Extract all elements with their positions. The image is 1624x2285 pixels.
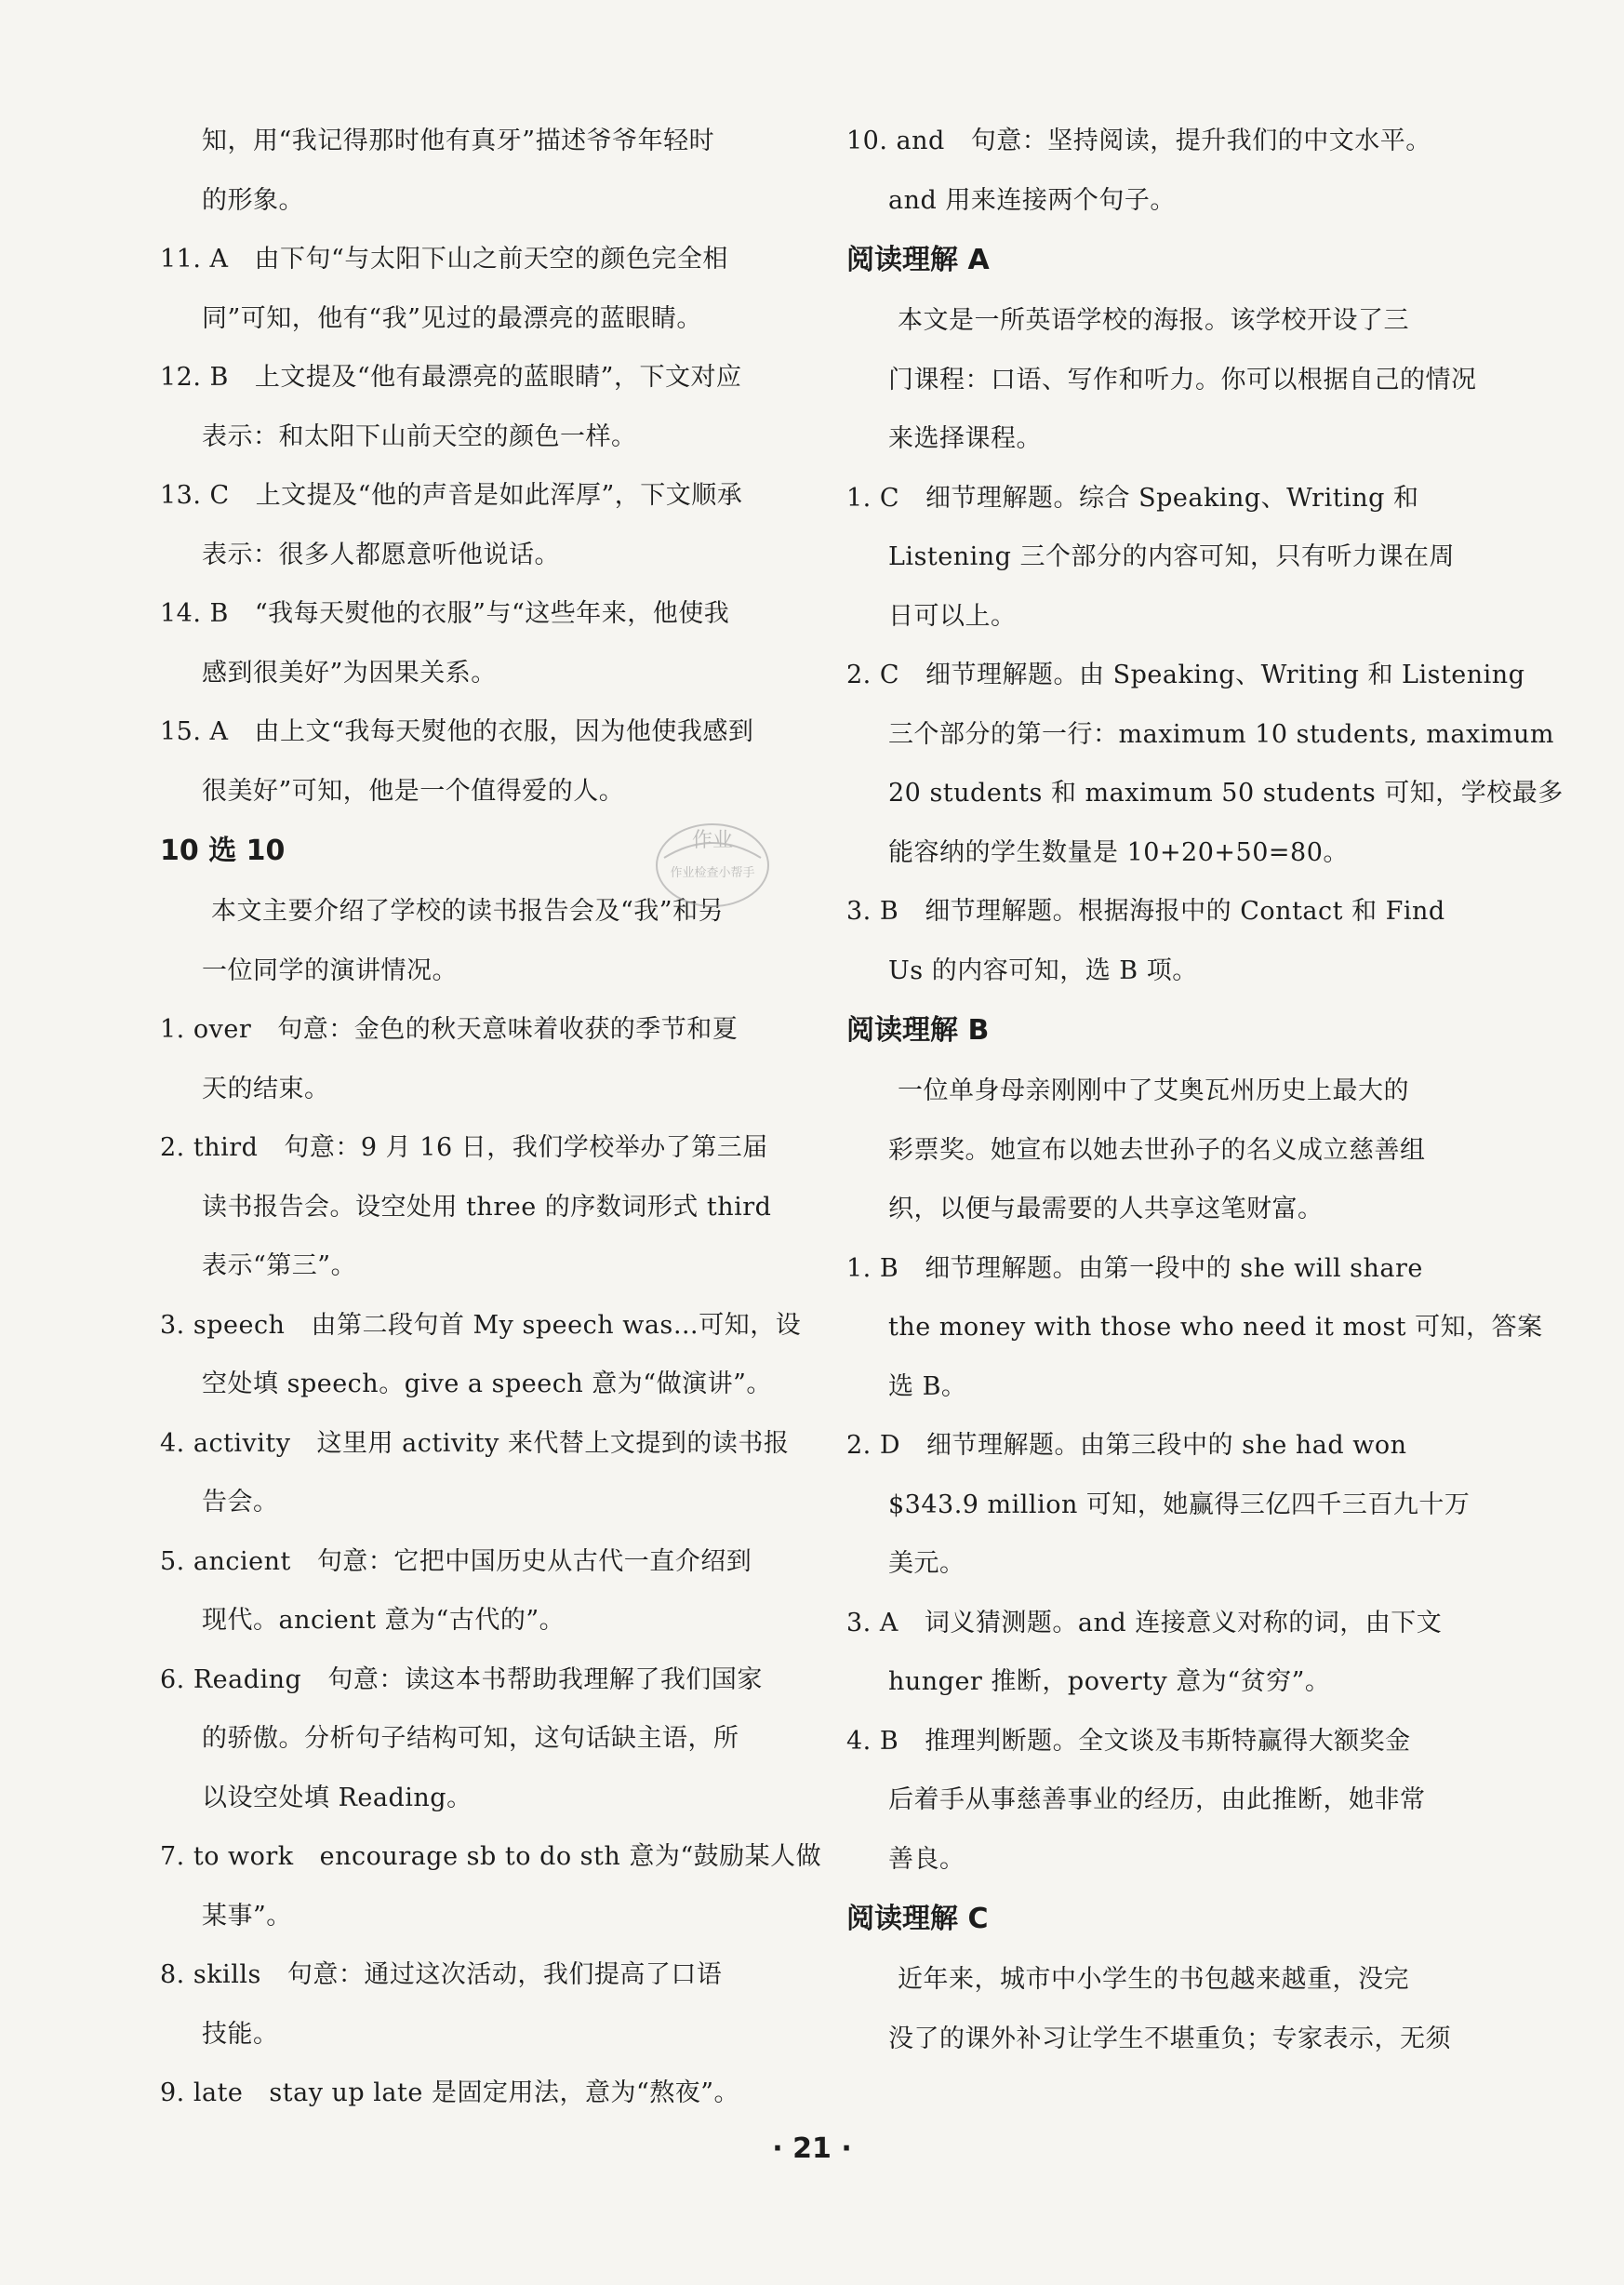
answer-explanation: 由上文“我每天熨他的衣服，因为他使我感到 [254,717,754,746]
answer-explanation: 句意：金色的秋天意味着收获的季节和夏 [277,1015,739,1044]
text-line: 能容纳的学生数量是 10+20+50=80。 [888,837,1349,867]
text-line: 告会。 [202,1488,279,1517]
summary-paragraph-start: 近年来，城市中小学生的书包越来越重，没完 [898,1965,1409,1994]
text-line: 20 students 和 maximum 50 students 可知，学校最多 [888,779,1564,808]
text-line: 表示“第三”。 [202,1251,357,1280]
section-heading: 阅读理解 A [846,244,990,276]
text-line: 读书报告会。设空处用 three 的序数词形式 third [202,1192,772,1222]
answer-number: 2. D [846,1431,900,1460]
answer-number: 3. B [846,897,899,926]
text-line: and 用来连接两个句子。 [888,185,1176,215]
text-line: 表示：和太阳下山前天空的颜色一样。 [202,421,637,451]
answer-item-line [160,1945,811,2005]
answer-explanation: 推理判断题。全文谈及韦斯特赢得大额奖金 [925,1726,1411,1756]
section-heading: 阅读理解 B [846,1014,990,1047]
answer-explanation: 由第二段句首 My speech was…可知，设 [311,1310,802,1340]
text-line: 同”可知，他有“我”见过的最漂亮的蓝眼睛。 [202,303,702,333]
answer-number: 2. third [160,1133,259,1162]
answer-item-line [846,882,1498,942]
text-line: 三个部分的第一行：maximum 10 students, maximum [888,719,1554,749]
answer-explanation: encourage sb to do sth 意为“鼓励某人做 [319,1842,822,1871]
page-number: · 21 · [772,2132,852,2165]
answer-number: 14. B [160,599,229,628]
answer-number: 3. A [846,1608,899,1637]
answer-number: 11. A [160,245,229,274]
answer-number: 10. and [846,127,945,155]
text-line: 感到很美好”为因果关系。 [202,658,497,688]
text-line: Listening 三个部分的内容可知，只有听力课在周 [888,542,1456,571]
answer-item-line [160,230,811,289]
answer-item-line [160,2064,811,2123]
answer-item-line [160,1650,811,1710]
answer-explanation: 上文提及“他有最漂亮的蓝眼睛”，下文对应 [254,363,742,392]
answer-number: 8. skills [160,1960,261,1989]
section-heading: 10 选 10 [160,835,286,867]
answer-explanation: 细节理解题。根据海报中的 Contact 和 Find [925,897,1445,926]
text-line: 来选择课程。 [888,424,1042,453]
text-line: 选 B。 [888,1371,967,1401]
text-line: 现代。ancient 意为“古代的”。 [202,1606,566,1635]
summary-paragraph-start: 本文是一所英语学校的海报。该学校开设了三 [898,306,1409,335]
answer-item-line [160,348,811,408]
text-line: 天的结束。 [202,1074,330,1103]
text-line: 以设空处填 Reading。 [202,1783,473,1812]
text-line: 一位同学的演讲情况。 [202,955,458,985]
text-line: 没了的课外补习让学生不堪重负；专家表示，无须 [888,2024,1451,2053]
text-line: 门课程：口语、写作和听力。你可以根据自己的情况 [888,365,1477,394]
answer-number: 2. C [846,661,900,689]
answer-number: 15. A [160,717,229,746]
text-line: Us 的内容可知，选 B 项。 [888,955,1198,985]
answer-explanation: 句意：坚持阅读，提升我们的中文水平。 [970,127,1431,155]
answer-explanation: 细节理解题。由 Speaking、Writing 和 Listening [925,661,1525,689]
answer-item-line [846,112,1498,171]
answer-explanation: “我每天熨他的衣服”与“这些年来，他使我 [254,599,730,628]
answer-item-line [160,1827,822,1887]
answer-number: 5. ancient [160,1546,291,1576]
answer-item-line [846,646,1525,705]
answer-item-line [846,1712,1498,1771]
answer-explanation: 句意：通过这次活动，我们提高了口语 [286,1960,723,1989]
summary-paragraph-start: 一位单身母亲刚刚中了艾奥瓦州历史上最大的 [898,1076,1409,1105]
answer-explanation: 句意：它把中国历史从古代一直介绍到 [316,1546,752,1576]
text-line: 表示：很多人都愿意听他说话。 [202,540,560,569]
answer-item-line [846,1594,1498,1653]
answer-explanation: 细节理解题。由第一段中的 she will share [925,1253,1423,1283]
left-column [160,112,822,2123]
watermark-stamp-logo [651,809,774,930]
answer-explanation: stay up late 是固定用法，意为“熬夜”。 [269,2078,740,2107]
text-line: 的形象。 [202,185,304,215]
summary-paragraph-start: 本文主要介绍了学校的读书报告会及“我”和另 [211,897,725,926]
answer-item-line [160,584,811,644]
stamp-top-text: 作业 [691,829,734,852]
text-line: 技能。 [202,2019,279,2049]
answer-number: 4. activity [160,1428,291,1458]
answer-number: 1. C [846,483,900,513]
text-line: 某事”。 [202,1901,292,1931]
answer-item-line [846,1239,1498,1299]
text-line: $343.9 million 可知，她赢得三亿四千三百九十万 [888,1490,1471,1519]
text-line: 很美好”可知，他是一个值得爱的人。 [202,776,625,806]
text-line: the money with those who need it most 可知，答案 [888,1313,1543,1342]
text-line: 的骄傲。分析句子结构可知，这句话缺主语，所 [202,1724,739,1753]
answer-item-line [160,1118,811,1178]
answer-number: 12. B [160,363,229,392]
answer-explanation: 句意：读这本书帮助我理解了我们国家 [327,1664,763,1694]
stamp-bottom-text: 作业检查小帮手 [670,866,755,880]
answer-number: 9. late [160,2078,244,2107]
answer-item-line [160,1532,811,1592]
right-column [846,112,1564,2068]
answer-explanation: 细节理解题。综合 Speaking、Writing 和 [925,483,1419,513]
answer-number: 3. speech [160,1310,286,1340]
answer-item-line [846,1416,1498,1476]
text-line: 美元。 [888,1549,965,1578]
section-heading: 阅读理解 C [846,1903,989,1935]
text-line: 知，用“我记得那时他有真牙”描述爷爷年轻时 [202,127,715,155]
answer-explanation: 这里用 activity 来代替上文提到的读书报 [316,1428,790,1458]
answer-item-line [846,469,1498,528]
text-line: 空处填 speech。give a speech 意为“做演讲”。 [202,1370,772,1398]
text-line: 后着手从事慈善事业的经历，由此推断，她非常 [888,1785,1426,1814]
answer-item-line [160,1000,811,1060]
answer-explanation: 词义猜测题。and 连接意义对称的词，由下文 [924,1608,1443,1637]
answer-explanation: 由下句“与太阳下山之前天空的颜色完全相 [254,245,728,274]
text-line: 织，以便与最需要的人共享这笔财富。 [888,1195,1324,1223]
answer-item-line [160,1296,811,1356]
answer-number: 6. Reading [160,1664,302,1694]
text-line: hunger 推断，poverty 意为“贫穷”。 [888,1667,1331,1696]
answer-explanation: 上文提及“他的声音是如此浑厚”，下文顺承 [255,481,743,510]
answer-item-line [160,1414,811,1474]
text-line: 日可以上。 [888,601,1017,631]
answer-number: 7. to work [160,1842,294,1871]
text-line: 善良。 [888,1844,965,1874]
answer-explanation: 细节理解题。由第三段中的 she had won [926,1431,1407,1460]
answer-number: 1. over [160,1015,252,1044]
answer-number: 13. C [160,481,230,510]
answer-number: 4. B [846,1726,899,1756]
answer-item-line [160,702,811,762]
text-line: 彩票奖。她宣布以她去世孙子的名义成立慈善组 [888,1135,1426,1165]
answer-explanation: 句意：9 月 16 日，我们学校举办了第三届 [284,1133,768,1162]
answer-number: 1. B [846,1253,899,1283]
answer-item-line [160,466,811,526]
